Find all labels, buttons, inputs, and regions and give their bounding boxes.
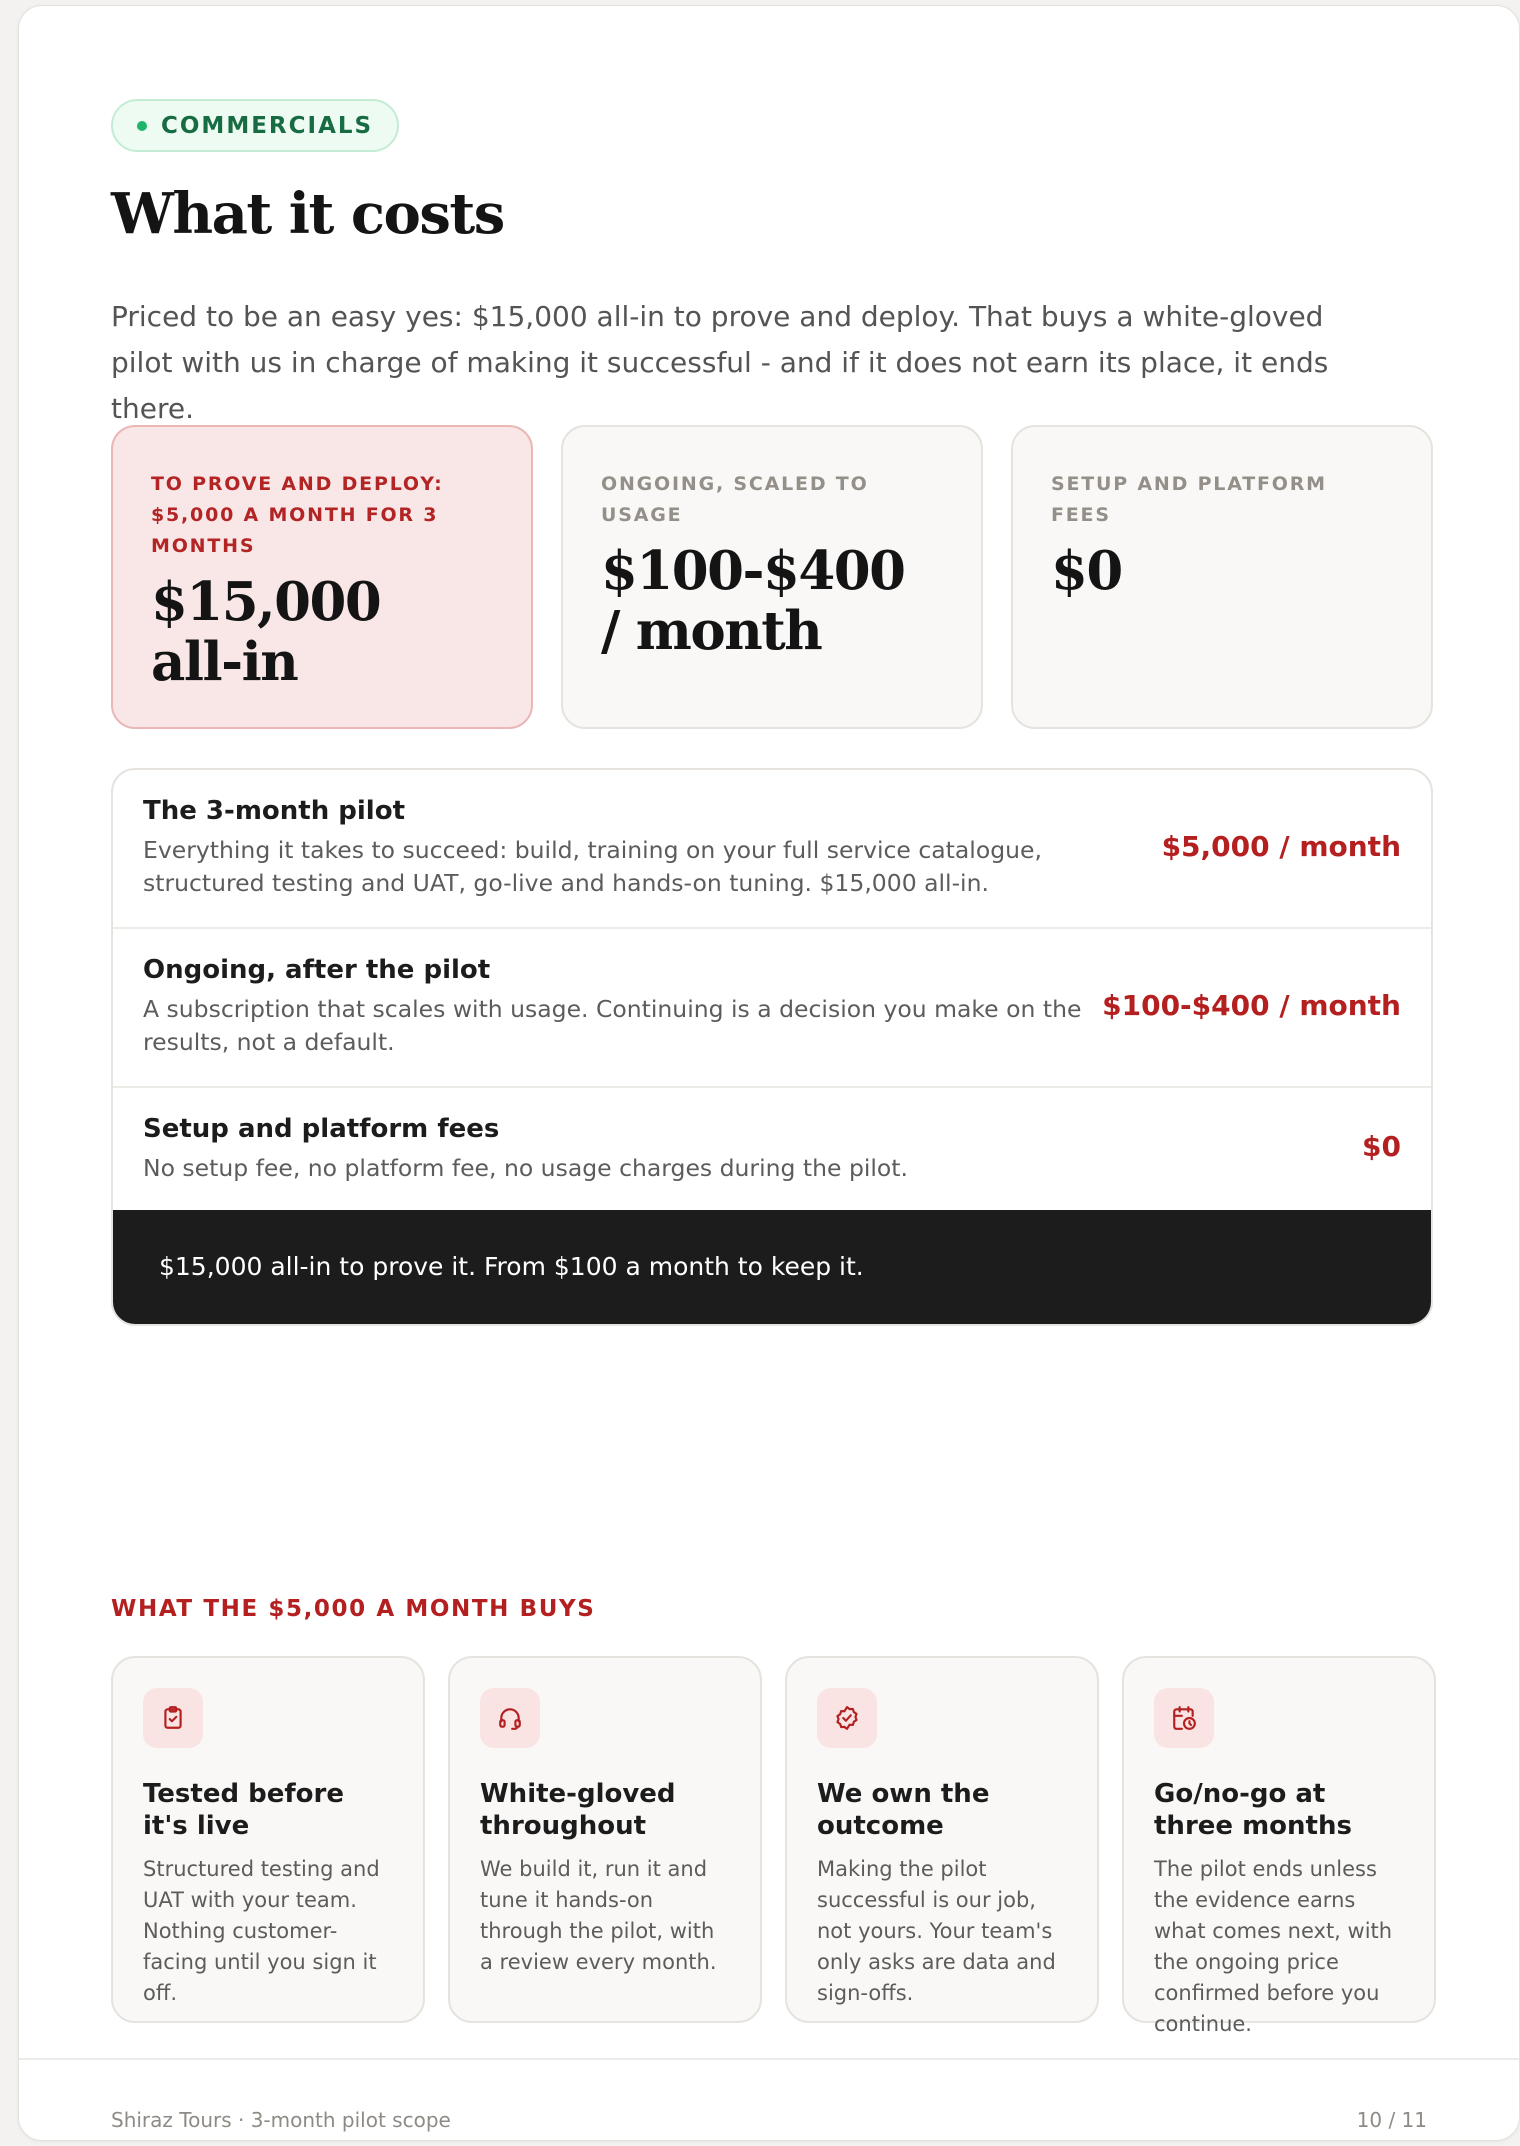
row-description: No setup fee, no platform fee, no usage charges during the pilot. xyxy=(143,1154,908,1182)
headset-icon xyxy=(480,1688,540,1748)
price-card-label: TO PROVE AND DEPLOY: $5,000 A MONTH FOR 3 MONTHS xyxy=(151,473,444,557)
slide-page xyxy=(18,5,1520,2141)
price-cards xyxy=(111,425,1433,729)
price-card-label: ONGOING, SCALED TO USAGE xyxy=(601,473,869,526)
feature-title: Tested before it's live xyxy=(143,1779,344,1841)
row-title: The 3-month pilot xyxy=(143,796,405,826)
feature-text: We build it, run it and tune it hands-on through the pilot, with a review every month. xyxy=(480,1857,717,1974)
page-number: 10 / 11 xyxy=(1356,2108,1427,2132)
section-label: WHAT THE $5,000 A MONTH BUYS xyxy=(111,1596,596,1622)
feature-title: White-gloved throughout xyxy=(480,1779,676,1841)
feature-title: We own the outcome xyxy=(817,1779,990,1841)
price-card-value: $15,000 all-in xyxy=(151,571,381,693)
feature-text: The pilot ends unless the evidence earns what comes next, with the ongoing price confirmed before you continue. xyxy=(1154,1857,1393,2036)
price-card-pilot xyxy=(111,425,533,729)
price-card-label: SETUP AND PLATFORM FEES xyxy=(1051,473,1327,526)
price-card-ongoing xyxy=(561,425,983,729)
price-card-fees xyxy=(1011,425,1433,729)
feature-text: Structured testing and UAT with your team. Nothing customer-facing until you sign it off. xyxy=(143,1857,380,2005)
table-row xyxy=(113,770,1431,929)
feature-cards xyxy=(111,1656,1433,2036)
table-row xyxy=(113,1088,1431,1214)
feature-card xyxy=(785,1656,1099,2023)
row-description: Everything it takes to succeed: build, training on your full service catalogue, structured testing and UAT, go-live and hands-on tuning. $15,000 all-in. xyxy=(143,836,1042,897)
price-card-value: $0 xyxy=(1051,540,1122,602)
feature-title: Go/no-go at three months xyxy=(1154,1779,1352,1841)
status-dot-icon xyxy=(137,121,147,131)
row-price: $0 xyxy=(1362,1130,1401,1163)
footer-document-name: Shiraz Tours · 3-month pilot scope xyxy=(111,2108,451,2132)
intro-paragraph: Priced to be an easy yes: $15,000 all-in to prove and deploy. That buys a white-gloved pilot with us in charge of making it successful - and if it does not earn its place, it ends there. xyxy=(111,300,1329,425)
row-title: Ongoing, after the pilot xyxy=(143,955,491,985)
clipboard-check-icon xyxy=(143,1688,203,1748)
feature-card xyxy=(448,1656,762,2023)
page-footer xyxy=(19,2058,1519,2132)
badge-check-icon xyxy=(817,1688,877,1748)
summary-banner: $15,000 all-in to prove it. From $100 a month to keep it. xyxy=(113,1210,1431,1324)
section-tag xyxy=(111,99,399,152)
feature-text: Making the pilot successful is our job, not yours. Your team's only asks are data and sign-offs. xyxy=(817,1857,1056,2005)
row-description: A subscription that scales with usage. Continuing is a decision you make on the results, not a default. xyxy=(143,995,1082,1056)
calendar-clock-icon xyxy=(1154,1688,1214,1748)
feature-card xyxy=(111,1656,425,2023)
page-title: What it costs xyxy=(111,181,504,247)
feature-card xyxy=(1122,1656,1436,2036)
row-title: Setup and platform fees xyxy=(143,1114,500,1144)
price-card-value: $100-$400 / month xyxy=(601,540,905,662)
pricing-table xyxy=(111,768,1433,1326)
row-price: $5,000 / month xyxy=(1161,830,1401,863)
table-row xyxy=(113,929,1431,1088)
row-price: $100-$400 / month xyxy=(1102,989,1401,1022)
section-tag-label: COMMERCIALS xyxy=(161,112,374,139)
